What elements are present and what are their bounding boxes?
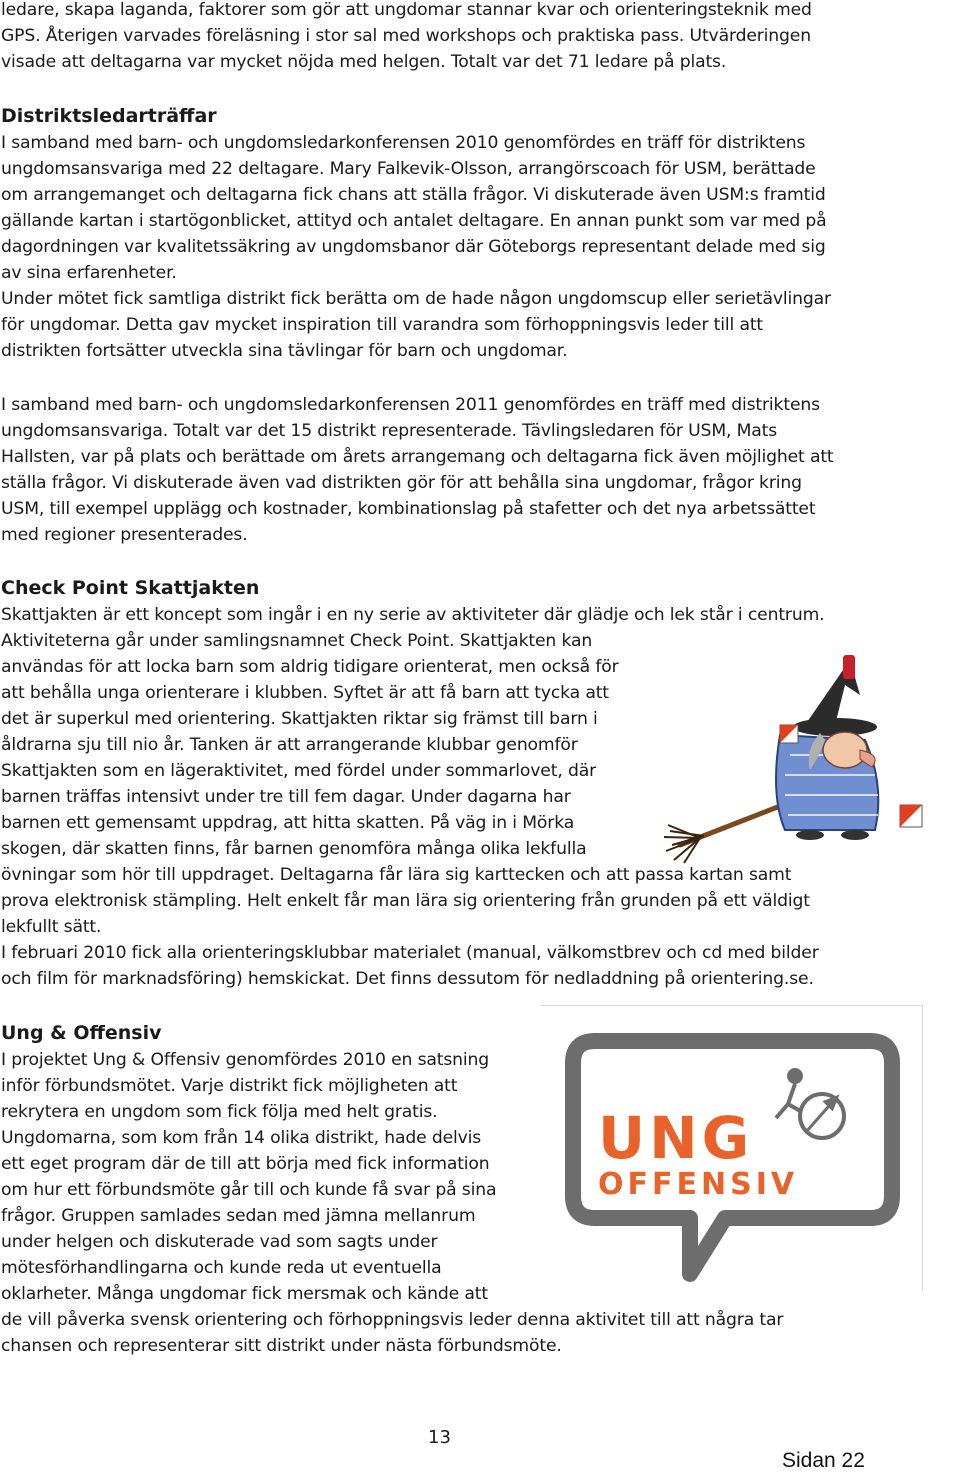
distrikt-paragraph-2010: I samband med barn- och ungdomsledarkonferensen 2010 genomfördes en träff för distriktens ungdomsansvariga med 22 deltagare. Mary Falkevik-Olsson, arrangörscoach för USM, berättade om arrangemanget och deltagarna fick chans att ställa frågor. Vi diskuterade även USM:s framtid gällande kartan i startögonblicket, attityd och antalet deltagare. En annan punkt som var med på dagordningen var kvalitetssäkring av ungdomsbanor där Göteborgs representant delade med sig av sina erfarenheter. Under mötet fick samtliga distrikt fick berätta om de hade någon ungdomscup eller serietävlingar för ungdomar. Detta gav mycket inspiration till varandra som förhoppningsvis leder till att distrikten fortsätter utveckla sina tävlingar för barn och ungdomar. bbox=[1, 133, 831, 361]
heading-check-point-skattjakten: Check Point Skattjakten bbox=[1, 577, 260, 599]
ung-offensiv-logo bbox=[540, 1006, 922, 1291]
ung-wide-paragraph: de vill påverka svensk orientering och förhoppningsvis leder denna aktivitet till att några tar chansen och representerar sitt distrikt under nästa förbundsmöte. bbox=[1, 1310, 784, 1356]
checkpoint-narrow-paragraph: Aktiviteterna går under samlingsnamnet Check Point. Skattjakten kan användas för att locka barn som aldrig tidigare orienterat, men också för att behålla unga orienterare i klubben. Syftet är att få barn att tycka att det är superkul med orientering. Skattjakten riktar sig främst till barn i åldrarna sju till nio år. Tanken är att arrangerande klubbar genomför Skattjakten som en lägeraktivitet, med fördel under sommarlovet, där barnen träffas intensivt under tre till fem dagar. Under dagarna har barnen ett gemensamt uppdrag, att hitta skatten. På väg in i Mörka skogen, där skatten finns, får barnen genomföra många olika lekfulla bbox=[1, 631, 619, 859]
logo-offensiv-text: OFFENSIV bbox=[598, 1167, 799, 1202]
intro-paragraph: ledare, skapa laganda, faktorer som gör att ungdomar stannar kvar och orienteringsteknik med GPS. Återigen varvades föreläsning i stor sal med workshops och praktiska pass. Utvärderingen visade att deltagarna var mycket nöjda med helgen. Totalt var det 71 ledare på plats. bbox=[1, 0, 812, 72]
checkpoint-wide-paragraph: övningar som hör till uppdraget. Deltagarna får lära sig karttecken och att passa kartan samt prova elektronisk stämpling. Helt enkelt får man lära sig orientering från grunden på ett väldigt lekfullt sätt. I februari 2010 fick alla orienteringsklubbar materialet (manual, välkomstbrev och cd med bilder och film för marknadsföring) hemskickat. Det finns dessutom för nedladdning på orientering.se. bbox=[1, 865, 819, 989]
witch-illustration bbox=[660, 655, 940, 865]
page-number: 13 bbox=[428, 1427, 451, 1448]
distrikt-paragraph-2011: I samband med barn- och ungdomsledarkonferensen 2011 genomfördes en träff med distriktens ungdomsansvariga. Totalt var det 15 distrikt representerade. Tävlingsledaren för USM, Mats Hallsten, var på plats och berättade om årets arrangemang och deltagarna fick även möjlighet att ställa frågor. Vi diskuterade även vad distrikten gör för att behålla sina ungdomar, frågor kring USM, till exempel upplägg och kostnader, kombinationslag på stafetter och det nya arbetssättet med regioner presenterades. bbox=[1, 395, 834, 545]
heading-distriktsledartraffar: Distriktsledarträffar bbox=[1, 105, 217, 127]
logo-ung-text: UNG bbox=[598, 1104, 754, 1172]
checkpoint-intro-line: Skattjakten är ett koncept som ingår i en ny serie av aktiviteter där glädje och lek står i centrum. bbox=[1, 605, 825, 625]
broom-bristles bbox=[664, 825, 704, 863]
hat-flag bbox=[843, 655, 855, 679]
heading-ung-och-offensiv: Ung & Offensiv bbox=[1, 1022, 162, 1044]
sidan-label: Sidan 22 bbox=[782, 1449, 865, 1472]
ung-offensiv-logo-frame bbox=[540, 1005, 923, 1291]
ung-narrow-paragraph: I projektet Ung & Offensiv genomfördes 2010 en satsning inför förbundsmötet. Varje distrikt fick möjligheten att rekrytera en ungdom som fick följa med helt gratis. Ungdomarna, som kom från 14 olika distrikt, hade delvis ett eget program där de till att börja med fick information om hur ett förbundsmöte går till och kunde få svar på sina frågor. Gruppen samlades sedan med jämna mellanrum under helgen och diskuterade vad som sagts under mötesförhandlingarna och kunde reda ut eventuella oklarheter. Många ungdomar fick mersmak och kände att bbox=[1, 1050, 497, 1304]
runner-compass-icon bbox=[776, 1070, 844, 1138]
orienteering-flag bbox=[900, 805, 922, 827]
